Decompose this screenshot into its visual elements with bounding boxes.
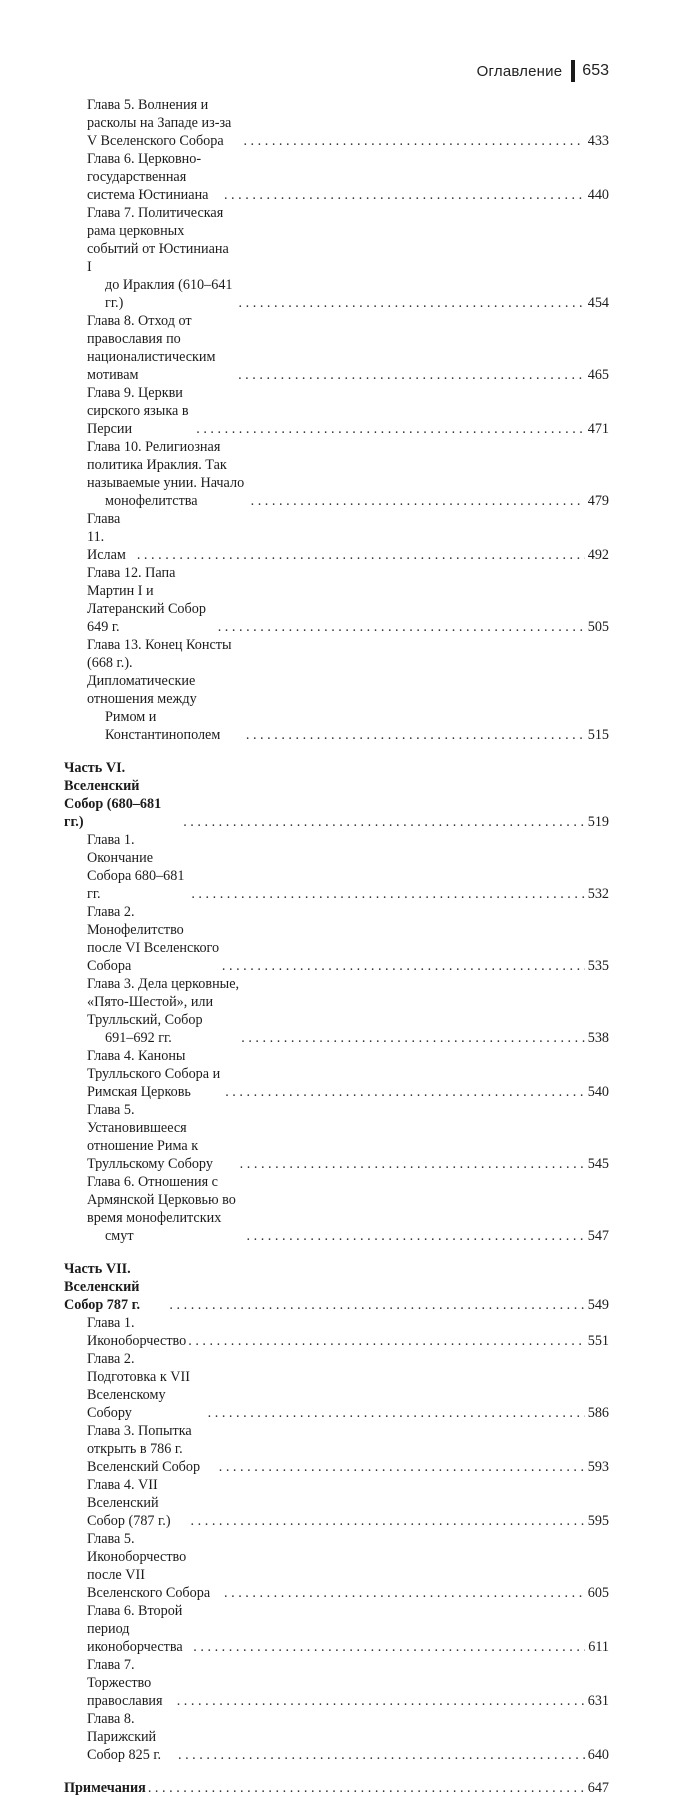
toc-part-title: Часть VII. Вселенский Собор 787 г. [64,1261,140,1313]
toc-entry[interactable] [64,1173,609,1245]
toc-entry-page: 465 [587,367,609,383]
toc-entry-title: Глава 9. Церкви сирского языка в Персии [87,385,189,437]
toc-part-page: 549 [587,1297,609,1313]
header-divider [571,60,575,82]
toc-section-continued [64,96,609,744]
running-header-title: Оглавление [476,62,563,80]
toc-entry-title-continued: до Ираклия (610–641 гг.) [105,277,233,311]
toc-notes-heading[interactable] [64,1779,609,1797]
dot-leader [219,1458,585,1476]
toc-entry[interactable] [64,636,609,744]
dot-leader [224,1584,585,1602]
toc-entry[interactable] [64,1350,609,1422]
dot-leader [177,1692,585,1710]
toc-entry[interactable] [64,1602,609,1656]
dot-leader [208,1404,585,1422]
dot-leader [243,132,584,150]
toc-entry-title: Глава 4. Каноны Трулльского Собора и Римская Церковь [87,1048,221,1100]
toc-entry-title: Глава 2. Монофелитство после VI Вселенского Собора [87,904,220,974]
toc-entry-page: 540 [587,1084,609,1100]
toc-entry-page: 605 [587,1585,609,1601]
toc-entry-page: 440 [587,187,609,203]
toc-entry-page: 631 [587,1693,609,1709]
toc-entry-title-continued: 691–692 гг. [105,1030,172,1046]
toc-entry[interactable] [64,1476,609,1530]
toc-entry-title: Глава 10. Религиозная политика Ираклия. Так называемые унии. Начало [87,439,245,491]
toc-entry-page: 532 [587,886,609,902]
toc-entry-page: 611 [588,1639,609,1655]
toc-entry-title: Глава 13. Конец Консты (668 г.). Дипломатические отношения между [87,637,232,707]
toc-entry[interactable] [64,96,609,150]
toc-entry-page: 433 [587,133,609,149]
toc-entry[interactable] [64,903,609,975]
toc-entry[interactable] [64,1422,609,1476]
toc-entry-title: Глава 1. Окончание Собора 680–681 гг. [87,832,185,902]
dot-leader [224,186,585,204]
dot-leader [188,1332,584,1350]
toc-entry-title: Глава 3. Попытка открыть в 786 г. Вселенский Собор [87,1423,201,1475]
toc-entry-page: 640 [587,1747,609,1763]
toc-entry[interactable] [64,1047,609,1101]
toc-notes-page: 647 [587,1780,609,1796]
toc-part-page: 519 [587,814,609,830]
toc-entry-title: Глава 4. VII Вселенский Собор (787 г.) [87,1477,171,1529]
toc-entry[interactable] [64,438,609,510]
toc-entry-title: Глава 11. Ислам [87,511,126,563]
toc-entry[interactable] [64,204,609,312]
toc-entry-title: Глава 8. Отход от православия по националистическим мотивам [87,313,216,383]
toc-entry-title: Глава 5. Иконоборчество после VII Вселенского Собора [87,1531,211,1601]
toc-entry[interactable] [64,1656,609,1710]
toc-section-part-7 [64,1260,609,1764]
dot-leader [193,1638,585,1656]
toc-entry-page: 535 [587,958,609,974]
toc-section-part-6 [64,759,609,1245]
running-header [477,60,609,82]
toc-entry-title: Глава 8. Парижский Собор 825 г. [87,1711,162,1763]
toc-entry-title: Глава 6. Церковно-государственная система Юстиниана [87,151,209,203]
dot-leader [148,1779,585,1797]
toc-entry-page: 454 [587,295,609,311]
dot-leader [246,726,585,744]
toc-entry[interactable] [64,1314,609,1350]
toc-entry[interactable] [64,510,609,564]
toc-entry[interactable] [64,1710,609,1764]
toc-entry[interactable] [64,384,609,438]
toc-entry-title-continued: смут [105,1228,134,1244]
dot-leader [225,1083,585,1101]
page-number: 653 [582,62,609,79]
toc-entry-title-continued: монофелитства [105,493,198,509]
toc-entry[interactable] [64,312,609,384]
toc-entry-page: 551 [587,1333,609,1349]
dot-leader [247,1227,585,1245]
toc-entry[interactable] [64,1101,609,1173]
toc-entry[interactable] [64,150,609,204]
dot-leader [238,366,585,384]
dot-leader [137,546,585,564]
toc-entry-title: Глава 7. Торжество православия [87,1657,163,1709]
toc-section-notes [64,1779,609,1797]
dot-leader [218,618,585,636]
toc-entry-page: 492 [587,547,609,563]
dot-leader [183,813,585,831]
toc-entry-page: 547 [587,1228,609,1244]
toc-entry-page: 545 [587,1156,609,1172]
toc-entry-page: 593 [587,1459,609,1475]
toc-entry-page: 505 [587,619,609,635]
toc-entry-title-continued: Римом и Константинополем [105,709,221,743]
toc-part-heading[interactable] [64,1260,609,1314]
toc-entry[interactable] [64,975,609,1047]
toc-entry-title: Глава 3. Дела церковные, «Пято-Шестой», или Трулльский, Собор [87,976,240,1028]
toc-entry-page: 586 [587,1405,609,1421]
dot-leader [241,1029,585,1047]
dot-leader [191,885,584,903]
toc-entry-page: 515 [587,727,609,743]
toc-part-heading[interactable] [64,759,609,831]
toc-entry-title: Глава 12. Папа Мартин I и Латеранский Собор 649 г. [87,565,206,635]
toc-entry-page: 595 [587,1513,609,1529]
dot-leader [196,420,585,438]
toc-entry-title: Глава 7. Политическая рама церковных событий от Юстиниана I [87,205,229,275]
toc-entry[interactable] [64,1530,609,1602]
dot-leader [251,492,585,510]
toc-entry-title: Глава 6. Второй период иконоборчества [87,1603,183,1655]
dot-leader [191,1512,585,1530]
toc-entry-page: 479 [587,493,609,509]
toc-entry-title: Глава 1. Иконоборчество [87,1315,187,1349]
toc-part-title: Часть VI. Вселенский Собор (680–681 гг.) [64,760,162,830]
toc-entry-title: Глава 5. Волнения и расколы на Западе из-за V Вселенского Собора [87,97,232,149]
toc-entry[interactable] [64,564,609,636]
toc-entry-title: Глава 2. Подготовка к VII Вселенскому Собору [87,1351,190,1421]
toc-entry[interactable] [64,831,609,903]
toc-entry-title: Глава 6. Отношения с Армянской Церковью во время монофелитских [87,1174,236,1226]
toc-entry-page: 471 [587,421,609,437]
dot-leader [240,1155,585,1173]
toc-entry-page: 538 [587,1030,609,1046]
toc-entry-title: Глава 5. Установившееся отношение Рима к Трулльскому Собору [87,1102,213,1172]
toc-notes-title: Примечания [64,1780,146,1796]
table-of-contents [64,96,609,1800]
dot-leader [239,294,585,312]
dot-leader [222,957,585,975]
dot-leader [178,1746,585,1764]
dot-leader [169,1296,584,1314]
